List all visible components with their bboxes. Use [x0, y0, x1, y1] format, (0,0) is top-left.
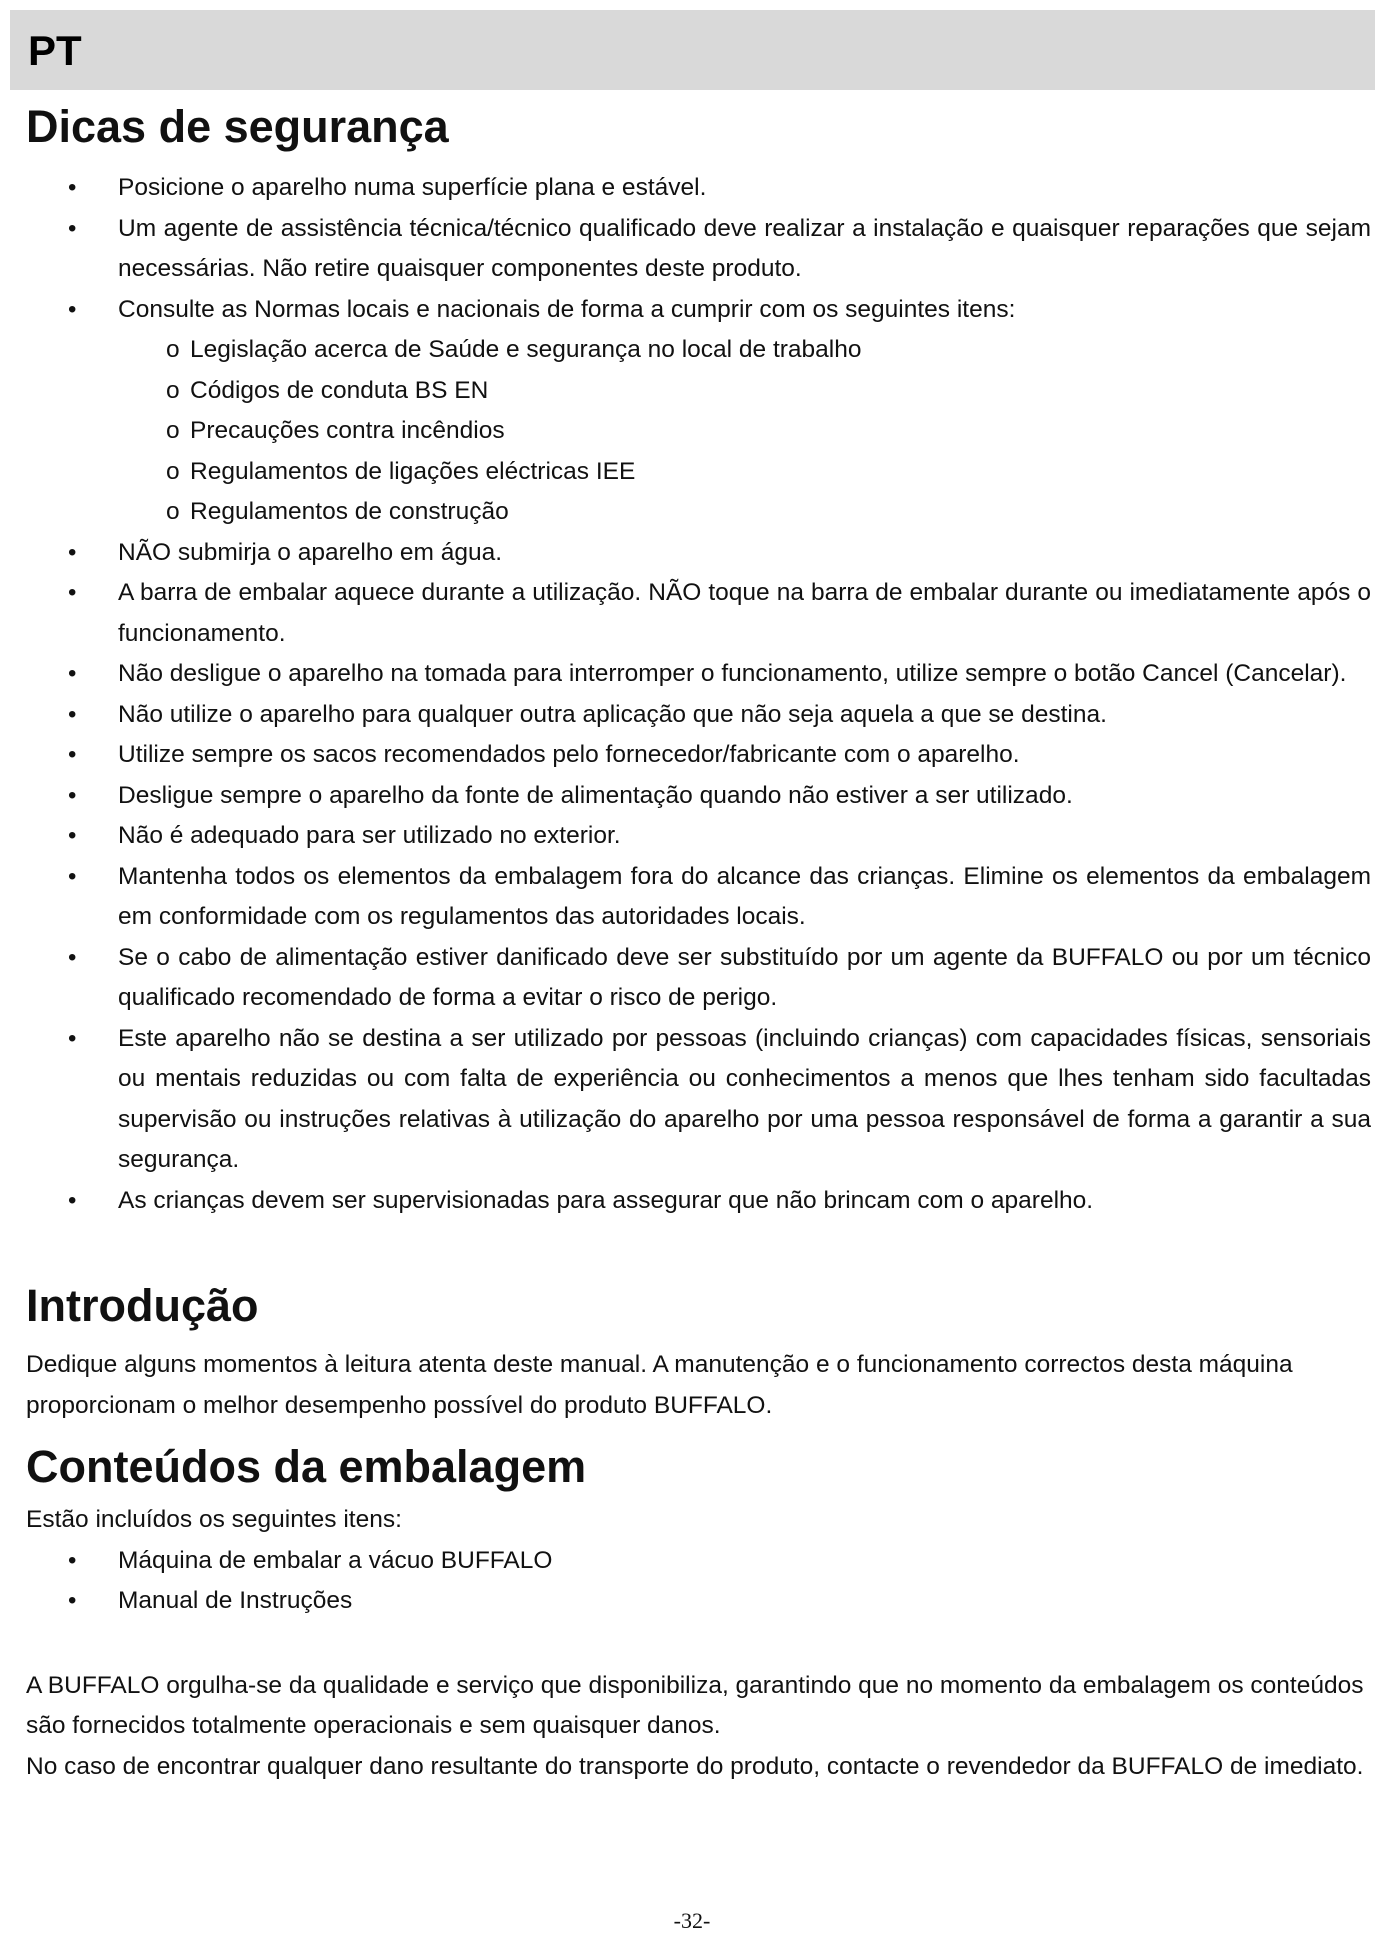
list-item: • Desligue sempre o aparelho da fonte de alimentação quando não estiver a ser utilizado.: [26, 776, 1371, 817]
sub-list-item: o Regulamentos de construção: [26, 492, 1371, 533]
list-item: • A barra de embalar aquece durante a utilização. NÃO toque na barra de embalar durante ou imediatamente após o funcionamento.: [26, 573, 1371, 654]
page-content: [26, 100, 1371, 1787]
quality-paragraph: A BUFFALO orgulha-se da qualidade e serviço que disponibiliza, garantindo que no momento da embalagem os conteúdos são fornecidos totalmente operacionais e sem quaisquer danos.: [26, 1671, 1364, 1739]
sub-list-item: o Precauções contra incêndios: [26, 411, 1371, 452]
intro-heading: Introdução: [26, 1280, 259, 1331]
intro-text: Dedique alguns momentos à leitura atenta deste manual. A manutenção e o funcionamento correctos desta máquina proporcionam o melhor desempenho possível do produto BUFFALO.: [26, 1351, 1293, 1419]
list-item: • As crianças devem ser supervisionadas para assegurar que não brincam com o aparelho.: [26, 1181, 1371, 1222]
list-item: • Não desligue o aparelho na tomada para interromper o funcionamento, utilize sempre o botão Cancel (Cancelar).: [26, 654, 1371, 695]
list-item: [26, 290, 1371, 533]
damage-paragraph: No caso de encontrar qualquer dano resultante do transporte do produto, contacte o revendedor da BUFFALO de imediato.: [26, 1752, 1364, 1780]
contents-list: [26, 1541, 1371, 1622]
list-item: • Posicione o aparelho numa superfície plana e estável.: [26, 168, 1371, 209]
list-item: • Máquina de embalar a vácuo BUFFALO: [26, 1541, 1371, 1582]
contents-heading: Conteúdos da embalagem: [26, 1441, 587, 1492]
sub-list-item: o Legislação acerca de Saúde e segurança no local de trabalho: [26, 330, 1371, 371]
safety-list: [26, 168, 1371, 1221]
sub-list-item: o Códigos de conduta BS EN: [26, 371, 1371, 412]
list-item: • Mantenha todos os elementos da embalagem fora do alcance das crianças. Elimine os elementos da embalagem em conformidade com os regulamentos das autoridades locais.: [26, 857, 1371, 938]
language-header-bar: [10, 10, 1375, 90]
list-item: • NÃO submirja o aparelho em água.: [26, 533, 1371, 574]
list-item: • Não utilize o aparelho para qualquer outra aplicação que não seja aquela a que se destina.: [26, 695, 1371, 736]
page-number: -32-: [673, 1908, 711, 1933]
language-label: PT: [28, 27, 82, 74]
list-item: • Não é adequado para ser utilizado no exterior.: [26, 816, 1371, 857]
list-item: • Se o cabo de alimentação estiver danificado deve ser substituído por um agente da BUFFALO ou por um técnico qualificado recomendado de forma a evitar o risco de perigo.: [26, 938, 1371, 1019]
list-item-text: Consulte as Normas locais e nacionais de forma a cumprir com os seguintes itens:: [118, 295, 1016, 323]
sub-list-item: o Regulamentos de ligações eléctricas IEE: [26, 452, 1371, 493]
contents-lead: Estão incluídos os seguintes itens:: [26, 1506, 402, 1533]
standards-sublist: [118, 330, 1371, 533]
list-item: • Um agente de assistência técnica/técnico qualificado deve realizar a instalação e quaisquer reparações que sejam necessárias. Não retire quaisquer componentes deste produto.: [26, 209, 1371, 290]
safety-heading: Dicas de segurança: [26, 101, 449, 152]
list-item: • Este aparelho não se destina a ser utilizado por pessoas (incluindo crianças) com capacidades físicas, sensoriais ou mentais reduzidas ou com falta de experiência ou conhecimentos a menos que lhes tenham sido facultadas supervisão ou instruções relativas à utilização do aparelho por uma pessoa responsável de forma a garantir a sua segurança.: [26, 1019, 1371, 1181]
list-item: • Manual de Instruções: [26, 1581, 1371, 1622]
list-item: • Utilize sempre os sacos recomendados pelo fornecedor/fabricante com o aparelho.: [26, 735, 1371, 776]
